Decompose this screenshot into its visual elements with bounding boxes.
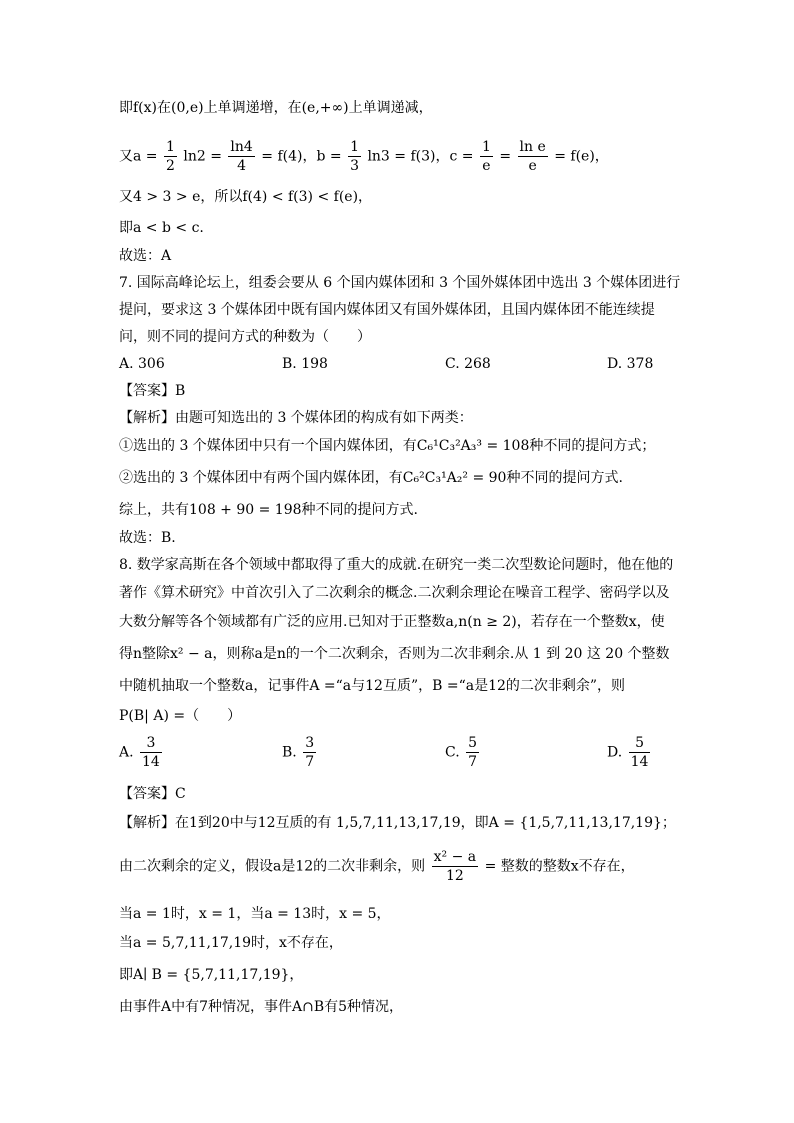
text-fragment: 由二次剩余的定义，假设a是12的二次非剩余，则 xyxy=(119,858,426,875)
text-line: 即a < b < c. xyxy=(119,220,204,236)
question-7-text: 提问，要求这 3 个媒体团中既有国内媒体团又有国外媒体团，且国内媒体团不能连续提 xyxy=(119,302,655,318)
fraction xyxy=(518,138,548,175)
question-7-text: 问，则不同的提问方式的种数为（ ） xyxy=(119,329,371,345)
fraction xyxy=(480,138,493,175)
denominator: 14 xyxy=(142,754,160,770)
denominator: 4 xyxy=(228,156,254,175)
numerator: ln e xyxy=(519,139,546,155)
text-fragment: = xyxy=(499,148,512,165)
option-d: D. 378 xyxy=(607,356,654,372)
denominator: 3 xyxy=(350,158,359,174)
fraction xyxy=(228,138,254,175)
option-b xyxy=(282,734,318,771)
numerator: 5 xyxy=(468,735,478,751)
text-fragment: ln3 = f(3)，c = xyxy=(367,148,474,165)
option-label: D. xyxy=(607,744,623,761)
text-fragment: 又a = xyxy=(119,148,158,165)
denominator: 7 xyxy=(468,754,478,770)
fraction xyxy=(466,734,479,771)
fraction xyxy=(303,734,316,771)
text-fragment: = 整数的整数x不存在， xyxy=(484,858,635,875)
solution-line: 当a = 1时，x = 1，当a = 13时，x = 5， xyxy=(119,906,391,922)
question-8-text: 中随机抽取一个整数a，记事件A =“a与12互质”，B =“a是12的二次非剩余”，则 xyxy=(119,678,626,694)
option-label: B. xyxy=(282,744,297,761)
numerator: x² − a xyxy=(433,849,477,865)
numerator: ln4 xyxy=(230,139,253,155)
denominator: 2 xyxy=(165,158,175,174)
solution-line: 当a = 5,7,11,17,19时，x不存在， xyxy=(119,935,343,951)
answer-label: 【答案】C xyxy=(119,786,186,802)
text-line: 故选：A xyxy=(119,248,172,264)
answer-label: 【答案】B xyxy=(119,383,186,399)
denominator: 14 xyxy=(630,754,649,770)
numerator: 1 xyxy=(165,139,175,155)
numerator: 3 xyxy=(146,735,156,751)
denominator: 7 xyxy=(305,754,315,770)
text-fragment: = f(4)，b = xyxy=(261,148,342,165)
fraction xyxy=(629,734,651,771)
text-fragment: ln2 = xyxy=(183,148,222,165)
question-8-text: 8. 数学家高斯在各个领域中都取得了重大的成就.在研究一类二次型数论问题时，他在他的 xyxy=(119,557,674,573)
option-a xyxy=(119,734,164,771)
option-label: C. xyxy=(445,744,460,761)
question-7-text: 7. 国际高峰论坛上，组委会要从 6 个国内媒体团和 3 个国外媒体团中选出 3 个媒体团进行 xyxy=(119,275,681,291)
solution-line: 故选：B. xyxy=(119,530,176,546)
option-d xyxy=(607,734,652,771)
fraction xyxy=(140,734,162,771)
denominator: e xyxy=(518,156,548,175)
denominator: e xyxy=(480,156,493,175)
solution-line: 由事件A中有7种情况，事件A∩B有5种情况， xyxy=(119,999,404,1015)
fraction xyxy=(164,138,177,175)
numerator: 5 xyxy=(635,735,645,751)
fraction xyxy=(432,848,479,885)
solution-line: 【解析】在1到20中与12互质的有 1,5,7,11,13,17,19，即A = {1,5,7,11,13,17,19}； xyxy=(119,815,676,831)
option-b: B. 198 xyxy=(282,356,328,372)
numerator: 3 xyxy=(305,735,315,751)
numerator: 1 xyxy=(481,139,491,155)
denominator: 12 xyxy=(432,866,479,885)
solution-line: 综上，共有108 + 90 = 198种不同的提问方式. xyxy=(119,502,418,518)
text-line: 即f(x)在(0,e)上单调递增，在(e,+∞)上单调递减， xyxy=(119,100,433,116)
question-8-text: P(B| A) =（ ） xyxy=(119,708,242,724)
solution-line: ①选出的 3 个媒体团中只有一个国内媒体团，有C₆¹C₃²A₃³ = 108种不同的提问方式； xyxy=(119,438,656,454)
text-fragment: = f(e)， xyxy=(554,148,609,165)
option-label: A. xyxy=(119,744,134,761)
solution-line: 【解析】由题可知选出的 3 个媒体团的构成有如下两类： xyxy=(119,410,473,426)
numerator: 1 xyxy=(350,139,359,155)
question-8-text: 著作《算术研究》中首次引入了二次剩余的概念.二次剩余理论在噪音工程学、密码学以及 xyxy=(119,585,670,601)
text-line: 又4 > 3 > e，所以f(4) < f(3) < f(e)， xyxy=(119,189,373,205)
formula-line xyxy=(119,138,609,175)
question-8-text: 得n整除x² − a，则称a是n的一个二次剩余，否则为二次非剩余.从 1 到 20 这 20 个整数 xyxy=(119,646,670,662)
option-c xyxy=(445,734,481,771)
question-8-text: 大数分解等各个领域都有广泛的应用.已知对于正整数a,n(n ≥ 2)，若存在一个整数x，使 xyxy=(119,614,665,630)
option-c: C. 268 xyxy=(445,356,491,372)
solution-line: 即A∣ B = {5,7,11,17,19}， xyxy=(119,967,304,983)
fraction xyxy=(348,138,361,175)
option-a: A. 306 xyxy=(119,356,165,372)
solution-line xyxy=(119,848,635,885)
solution-line: ②选出的 3 个媒体团中有两个国内媒体团，有C₆²C₃¹A₂² = 90种不同的提问方式. xyxy=(119,470,623,486)
